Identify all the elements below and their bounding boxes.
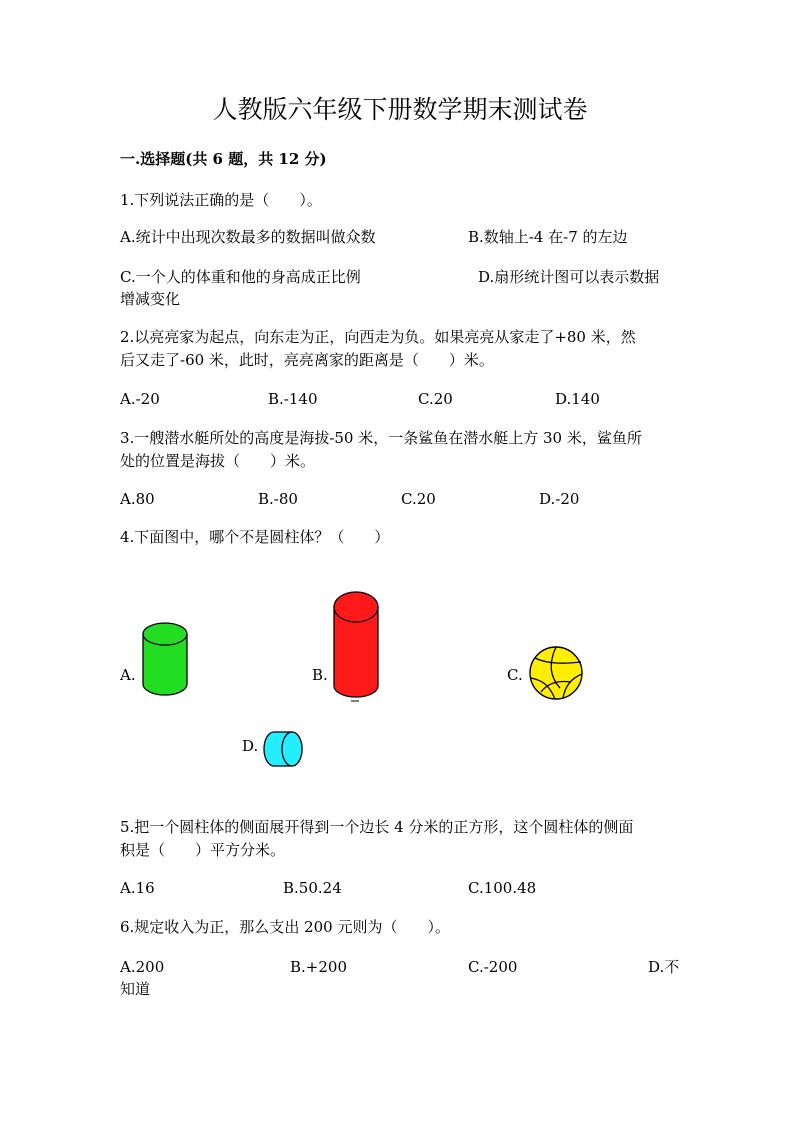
question-5-option-b: B.50.24 xyxy=(283,879,342,897)
question-4-option-d: D. xyxy=(242,737,259,755)
question-2-option-b: B.-140 xyxy=(268,390,318,408)
question-1-option-a: A.统计中出现次数最多的数据叫做众数 xyxy=(120,228,376,246)
question-1-option-c: C.一个人的体重和他的身高成正比例 xyxy=(120,268,361,286)
question-2-option-c: C.20 xyxy=(418,390,453,408)
question-6-option-b: B.+200 xyxy=(290,958,347,976)
question-4-option-c: C. xyxy=(507,666,523,684)
question-3-option-a: A.80 xyxy=(120,490,155,508)
question-3-stem-line-1: 3.一艘潜水艇所处的高度是海拔-50 米，一条鲨鱼在潜水艇上方 30 米，鲨鱼所 xyxy=(120,429,642,447)
question-3-option-c: C.20 xyxy=(401,490,436,508)
question-5-stem-line-1: 5.把一个圆柱体的侧面展开得到一个边长 4 分米的正方形，这个圆柱体的侧面 xyxy=(120,818,634,836)
question-6-option-d-continued: 知道 xyxy=(120,980,151,998)
question-4-stem: 4.下面图中，哪个不是圆柱体？（ ） xyxy=(120,528,390,546)
page-title: 人教版六年级下册数学期末测试卷 xyxy=(212,95,588,124)
question-2-option-a: A.-20 xyxy=(120,390,160,408)
section-heading: 一.选择题(共 6 题，共 12 分) xyxy=(120,150,327,168)
green-cylinder-icon xyxy=(140,620,190,700)
question-6-option-d: D.不 xyxy=(648,958,680,976)
question-4-option-a: A. xyxy=(120,666,136,684)
question-1-option-d: D.扇形统计图可以表示数据 xyxy=(478,268,660,286)
question-2-stem-line-1: 2.以亮亮家为起点，向东走为正，向西走为负。如果亮亮从家走了+80 米，然 xyxy=(120,328,636,346)
question-2-option-d: D.140 xyxy=(555,390,600,408)
question-5-stem-line-2: 积是（ ）平方分米。 xyxy=(120,841,286,859)
volleyball-icon xyxy=(527,644,585,702)
question-6-stem: 6.规定收入为正，那么支出 200 元则为（ ）。 xyxy=(120,918,450,936)
question-1-option-b: B.数轴上-4 在-7 的左边 xyxy=(468,228,628,246)
cyan-cylinder-icon xyxy=(262,730,304,768)
question-5-option-a: A.16 xyxy=(120,879,155,897)
red-cylinder-icon xyxy=(330,588,382,706)
question-4-option-b: B. xyxy=(312,666,328,684)
question-6-option-c: C.-200 xyxy=(468,958,518,976)
question-3-option-b: B.-80 xyxy=(258,490,298,508)
question-1-stem: 1.下列说法正确的是（ ）。 xyxy=(120,191,322,209)
question-3-option-d: D.-20 xyxy=(539,490,580,508)
question-3-stem-line-2: 处的位置是海拔（ ）米。 xyxy=(120,452,316,470)
question-5-option-c: C.100.48 xyxy=(468,879,537,897)
question-6-option-a: A.200 xyxy=(120,958,165,976)
question-1-option-d-continued: 增减变化 xyxy=(120,290,181,308)
question-2-stem-line-2: 后又走了-60 米，此时，亮亮离家的距离是（ ）米。 xyxy=(120,351,494,369)
